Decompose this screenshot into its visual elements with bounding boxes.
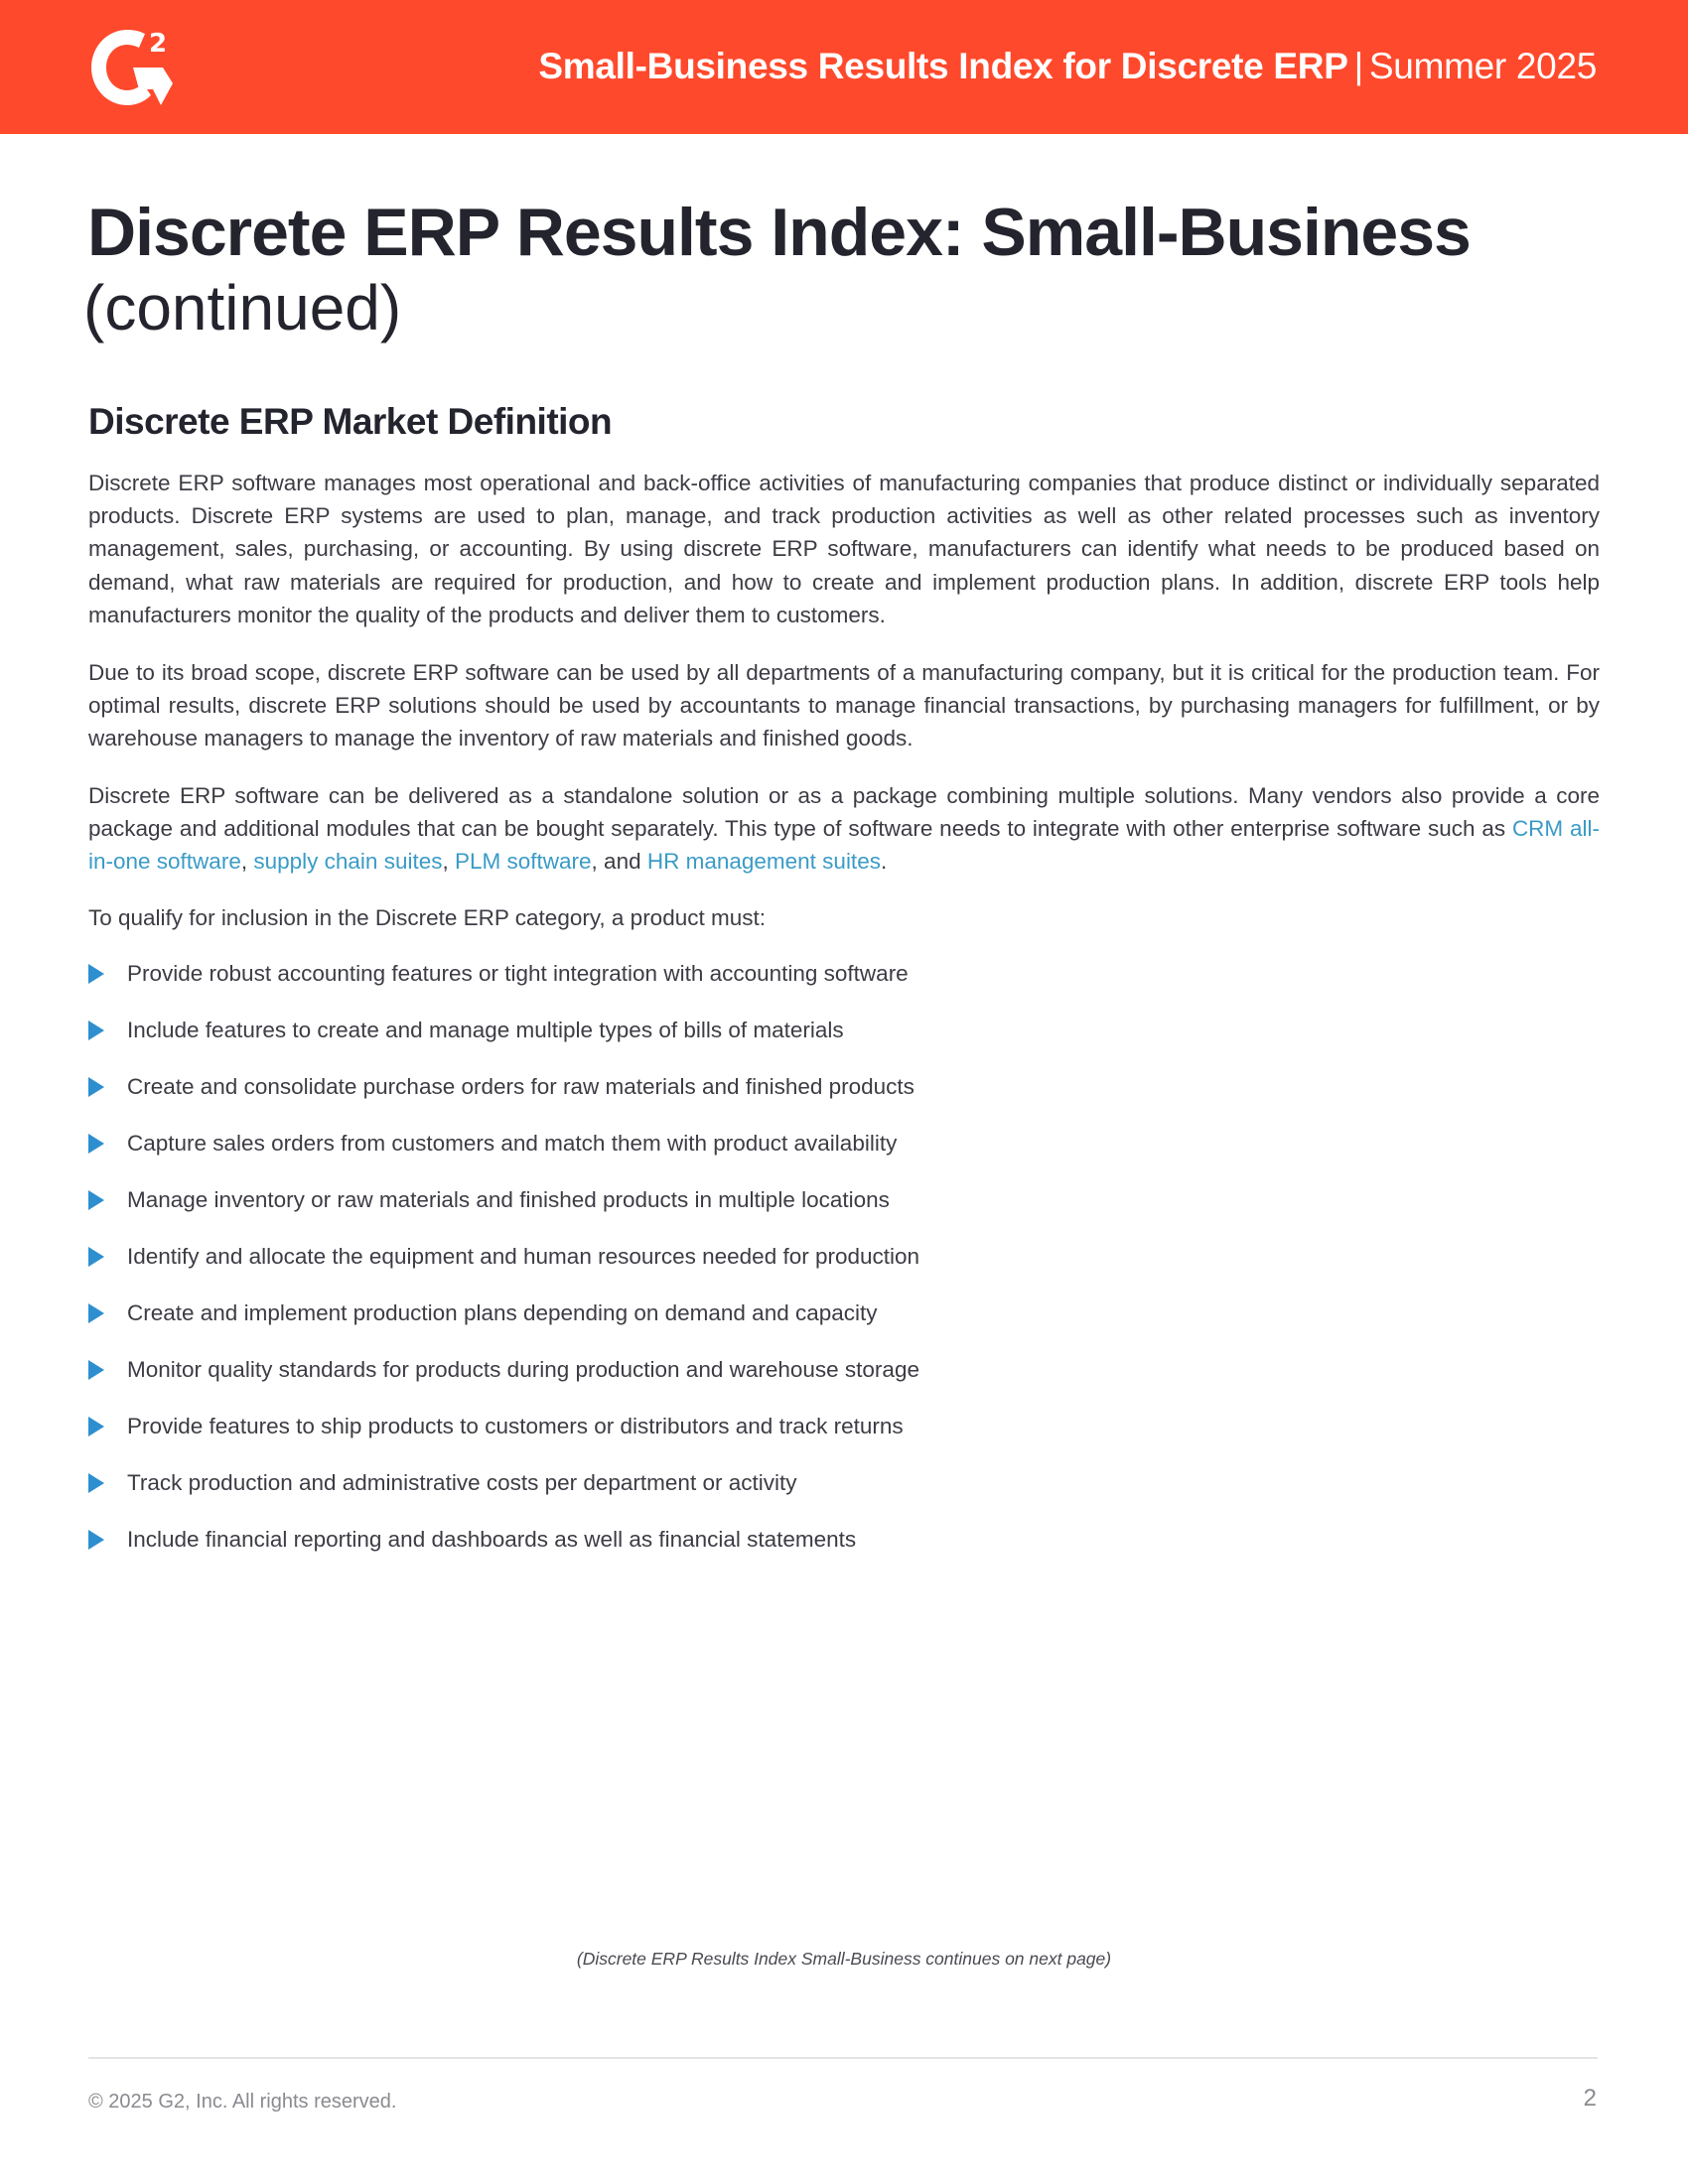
criteria-item: [88, 1407, 1478, 1463]
criteria-text: Create and implement production plans depending on demand and capacity: [127, 1300, 878, 1325]
separator-text: ,: [240, 849, 254, 875]
criteria-item: [88, 954, 1478, 1011]
period-text: .: [880, 849, 888, 875]
qualify-intro: To qualify for inclusion in the Discrete ERP category, a product must:: [88, 905, 766, 930]
link-plm-software[interactable]: PLM software: [454, 849, 592, 875]
criteria-text: Include financial reporting and dashboards as well as financial statements: [127, 1527, 857, 1552]
triangle-right-icon: [88, 1417, 104, 1436]
criteria-text: Manage inventory or raw materials and finished products in multiple locations: [127, 1187, 890, 1212]
footer-divider: [88, 2057, 1598, 2059]
report-title: [538, 42, 1597, 91]
triangle-right-icon: [88, 964, 104, 984]
link-supply-chain-suites[interactable]: supply chain suites: [253, 849, 443, 875]
criteria-text: Capture sales orders from customers and match them with product availability: [127, 1131, 898, 1156]
link-hr-management-suites[interactable]: HR management suites: [646, 849, 881, 875]
criteria-text: Provide features to ship products to customers or distributors and track returns: [127, 1414, 904, 1438]
section-heading: Discrete ERP Market Definition: [88, 401, 613, 442]
criteria-text: Create and consolidate purchase orders for raw materials and finished products: [127, 1074, 914, 1099]
page-number: 2: [1583, 2085, 1597, 2112]
header-band: [0, 0, 1688, 134]
triangle-right-icon: [88, 1303, 104, 1323]
link-crm-all-in-one-software[interactable]: CRM all-in-one software: [88, 816, 1601, 875]
criteria-item: [88, 1463, 1478, 1520]
triangle-right-icon: [88, 1077, 104, 1097]
report-season: Summer 2025: [1368, 46, 1597, 86]
criteria-text: Track production and administrative costs per department or activity: [127, 1470, 797, 1495]
triangle-right-icon: [88, 1021, 104, 1040]
definition-paragraph-1: Discrete ERP software manages most operational and back-office activities of manufacturing companies that produce distinct or individually separated products. Discrete ERP systems are used to plan, manage, and track production activities as well as other related processes such as inventory management, sales, purchasing, or accounting. By using discrete ERP software, manufacturers can identify what needs to be produced based on demand, what raw materials are required for production, and how to create and implement production plans. In addition, discrete ERP tools help manufacturers monitor the quality of the products and deliver them to customers.: [88, 471, 1600, 627]
footer-copyright: © 2025 G2, Inc. All rights reserved.: [88, 2091, 397, 2113]
criteria-item: [88, 1124, 1478, 1180]
criteria-item: [88, 1011, 1478, 1067]
page-title: Discrete ERP Results Index: Small-Business: [87, 195, 1471, 270]
triangle-right-icon: [88, 1473, 104, 1493]
report-title-strong: Small-Business Results Index for Discrete ERP: [538, 46, 1348, 86]
criteria-text: Include features to create and manage multiple types of bills of materials: [127, 1018, 844, 1042]
triangle-right-icon: [88, 1530, 104, 1550]
criteria-text: Monitor quality standards for products during production and warehouse storage: [127, 1357, 919, 1382]
g2-logo-icon: [87, 24, 177, 111]
triangle-right-icon: [88, 1360, 104, 1380]
paragraph-3-text: Discrete ERP software can be delivered as a standalone solution or as a package combining multiple solutions. Many vendors also provide a core package and additional modules that can be bought separately. This type of software needs to integrate with other enterprise software such as: [88, 783, 1600, 842]
criteria-item: [88, 1180, 1478, 1237]
criteria-item: [88, 1350, 1478, 1407]
criteria-item: [88, 1237, 1478, 1294]
triangle-right-icon: [88, 1247, 104, 1267]
criteria-item: [88, 1067, 1478, 1124]
criteria-item: [88, 1520, 1478, 1576]
title-separator: |: [1353, 46, 1363, 86]
separator-text: , and: [591, 849, 647, 875]
definition-paragraph-3: [88, 779, 1600, 879]
continues-note: (Discrete ERP Results Index Small-Business continues on next page): [576, 1949, 1112, 1969]
criteria-text: Identify and allocate the equipment and human resources needed for production: [127, 1244, 920, 1269]
criteria-item: [88, 1294, 1478, 1350]
triangle-right-icon: [88, 1190, 104, 1210]
definition-paragraph-2: Due to its broad scope, discrete ERP software can be used by all departments of a manufacturing company, but it is critical for the production team. For optimal results, discrete ERP solutions should be used by accountants to manage financial transactions, by purchasing managers for fulfillment, or by warehouse managers to manage the inventory of raw materials and finished goods.: [88, 660, 1600, 751]
svg-text:2: 2: [149, 29, 168, 59]
criteria-text: Provide robust accounting features or tight integration with accounting software: [127, 961, 909, 986]
criteria-list: [88, 954, 1478, 1576]
page-subtitle: (continued): [83, 272, 402, 343]
triangle-right-icon: [88, 1134, 104, 1154]
separator-text: ,: [442, 849, 455, 875]
